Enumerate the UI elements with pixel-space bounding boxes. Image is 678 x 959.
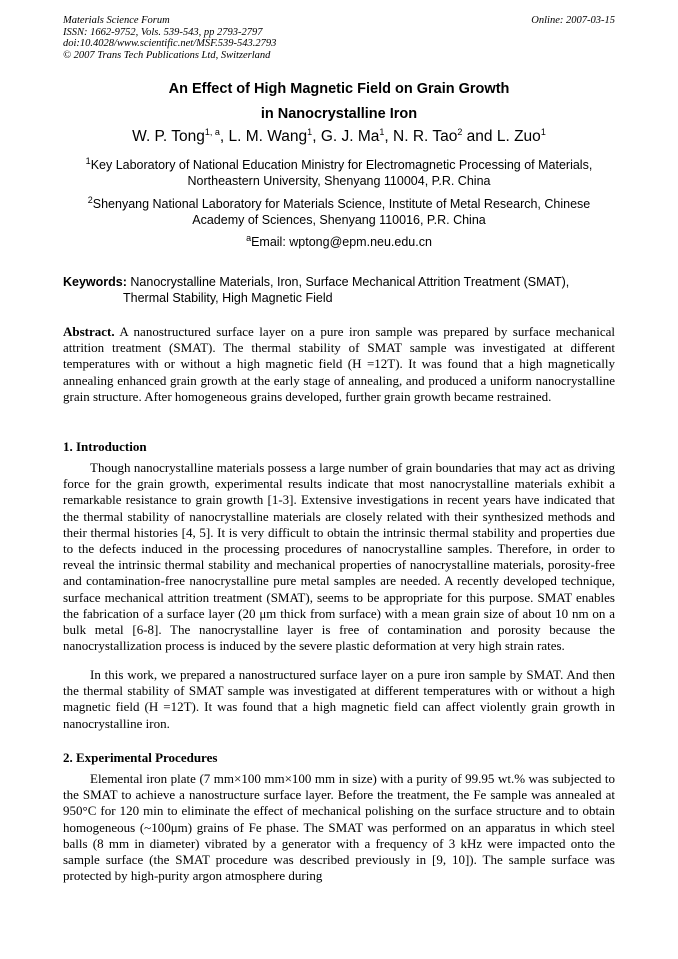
- affiliation-text: Academy of Sciences, Shenyang 110016, P.R. China: [192, 213, 486, 227]
- author-name: N. R. Tao: [393, 128, 458, 145]
- email-text: Email: wptong@epm.neu.edu.cn: [251, 235, 432, 249]
- email-mark: a: [246, 232, 252, 243]
- affiliation-text: Northeastern University, Shenyang 110004, P.R. China: [187, 174, 491, 188]
- journal-name: Materials Science Forum: [63, 15, 170, 26]
- author-separator: ,: [219, 128, 229, 145]
- author-separator: ,: [384, 128, 394, 145]
- affiliation-mark: 1: [85, 155, 91, 166]
- author-affiliation-mark: 1: [307, 126, 313, 137]
- author-name: W. P. Tong: [132, 128, 205, 145]
- keywords-label: Keywords:: [63, 275, 127, 289]
- section-heading: 2. Experimental Procedures: [63, 750, 218, 765]
- body-paragraph: In this work, we prepared a nanostructured surface layer on a pure iron sample by SMAT. And then the thermal stability of SMAT sample was investigated at different temperatures with or without a high magnetic field (H =12T). It was found that a high magnetic field can affect violently grain growth in nanocrystalline iron.: [63, 667, 615, 731]
- abstract: [63, 324, 615, 405]
- paper-title-line2: in Nanocrystalline Iron: [260, 106, 418, 122]
- author-affiliation-mark: 2: [457, 126, 463, 137]
- author-name: L. M. Wang: [228, 128, 308, 145]
- author-separator: ,: [312, 128, 321, 145]
- affiliation-2: [60, 196, 618, 228]
- keywords-line2: Thermal Stability, High Magnetic Field: [123, 291, 333, 305]
- paper-title-line1: An Effect of High Magnetic Field on Grain Growth: [168, 81, 510, 97]
- journal-header: [63, 15, 276, 61]
- abstract-label: Abstract.: [63, 324, 115, 339]
- author-separator: and: [462, 128, 497, 145]
- copyright-line: © 2007 Trans Tech Publications Ltd, Switzerland: [63, 49, 271, 61]
- body-paragraph: Though nanocrystalline materials possess a large number of grain boundaries that may act as driving force for the grain growth, experimental results indicate that most nanocrystalline materials exhibit a remarkable resistance to grain growth [1-3]. Extensive investigations in recent years have indicated that the thermal stability of nanocrystalline materials are closely related with their synthesized methods and their thermal histories [4, 5]. It is very difficult to obtain the intrinsic thermal stability and properties due to the defects induced in the processing procedures of nanocrystalline samples. Therefore, in order to reveal the intrinsic thermal stability and mechanical properties of nanocrystalline materials, porosity-free and contamination-free nanocrystalline pure metal samples are needed. A recently developed technique, surface mechanical attrition treatment (SMAT), seems to be appropriate for this purpose. SMAT enables the fabrication of a surface layer (20 μm thick from surface) with a mean grain size of about 10 nm on a bulk metal [6-8]. The nanocrystalline layer is free of contamination and porosity because the nanocrystallization process is induced by the severe plastic deformation at very high strain rates.: [63, 460, 615, 654]
- affiliation-1: [60, 157, 618, 189]
- keywords: [63, 274, 615, 306]
- affiliation-text: Shenyang National Laboratory for Materials Science, Institute of Metal Research, Chinese: [92, 197, 591, 211]
- author-affiliation-mark: 1: [540, 126, 546, 137]
- issn-line: ISSN: 1662-9752, Vols. 539-543, pp 2793-2797: [63, 26, 263, 38]
- author-affiliation-mark: 1: [379, 126, 385, 137]
- abstract-text: A nanostructured surface layer on a pure iron sample was prepared by surface mechanical attrition treatment (SMAT). The thermal stability of SMAT sample was investigated at different temperatures with or without a high magnetic field (H =12T). It was found that a high magnetically annealing enhanced grain growth at the early stage of annealing, and produced a uniform nanocrystalline grain structure. After homogeneous grains developed, further grain growth became restrained.: [63, 324, 615, 404]
- corresponding-email: [60, 234, 618, 250]
- affiliation-mark: 2: [87, 194, 93, 205]
- online-date: Online: 2007-03-15: [531, 15, 615, 26]
- body-paragraph: Elemental iron plate (7 mm×100 mm×100 mm in size) with a purity of 99.95 wt.% was subjected to the SMAT to achieve a nanostructure surface layer. Before the treatment, the Fe sample was annealed at 950°C for 120 min to eliminate the effect of mechanical polishing on the surface structure and to obtain homogeneous (~100μm) grains of Fe phase. The SMAT was performed on an apparatus in which steel balls (8 mm in diameter) vibrated by a generator with a frequency of 3 kHz were impacted onto the sample surface (the SMAT procedure was described previously in [9, 10]). The sample surface was protected by high-purity argon atmosphere during: [63, 771, 615, 884]
- author-name: G. J. Ma: [320, 128, 380, 145]
- author-list: [0, 128, 678, 146]
- author-affiliation-mark: 1, a: [204, 126, 220, 137]
- affiliation-text: Key Laboratory of National Education Ministry for Electromagnetic Processing of Materials,: [90, 158, 593, 172]
- doi-line: doi:10.4028/www.scientific.net/MSF.539-543.2793: [63, 38, 277, 49]
- keywords-line1: Nanocrystalline Materials, Iron, Surface Mechanical Attrition Treatment (SMAT),: [130, 275, 570, 289]
- section-heading: 1. Introduction: [63, 439, 147, 454]
- author-name: L. Zuo: [496, 128, 541, 145]
